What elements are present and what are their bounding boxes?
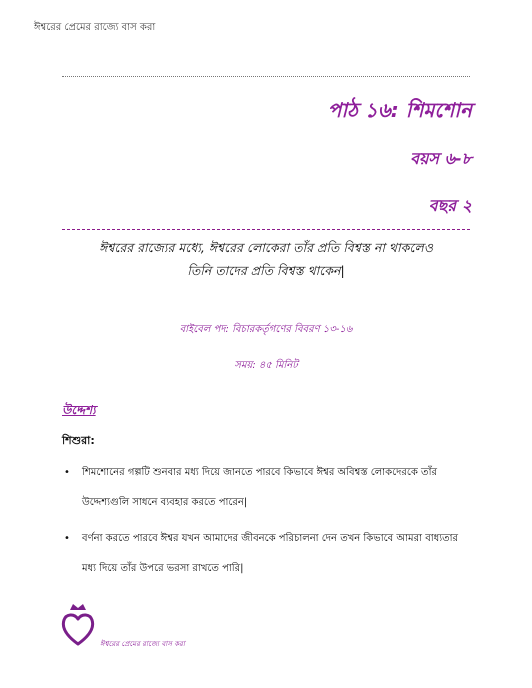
lesson-time: সময়: ৪৫ মিনিট xyxy=(234,360,298,371)
objective-line-1: বর্ণনা করতে পারবে ঈশ্বর যখন আমাদের জীবনকে পরিচালনা দেন তখন কিভাবে আমরা বাধ্যতার xyxy=(82,533,459,544)
lesson-title: পাঠ ১৬: শিমশোন xyxy=(327,98,472,122)
footer-title: ঈশ্বরের প্রেমের রাজ্যে বাস করা xyxy=(100,640,185,648)
objective-item xyxy=(62,458,482,518)
bullet-icon: • xyxy=(64,467,70,478)
bullet-icon: • xyxy=(64,533,70,544)
lesson-year: বছর ২ xyxy=(428,196,472,215)
lesson-age: বয়স ৬-৮ xyxy=(410,149,472,168)
bible-passage: বাইবেল পদ: বিচারকর্তৃগণের বিবরণ ১৩-১৬ xyxy=(179,324,353,335)
objectives-list xyxy=(62,458,482,590)
lesson-theme-line-2: তিনি তাদের প্রতি বিশ্বস্ত থাকেন| xyxy=(187,263,345,278)
lesson-theme xyxy=(62,236,470,282)
crown-heart-icon xyxy=(60,602,96,648)
children-label: শিশুরা: xyxy=(62,434,95,447)
objective-item xyxy=(62,524,482,584)
header-divider xyxy=(62,76,470,77)
objective-line-1: শিমশোনের গল্পটি শুনবার মধ্য দিয়ে জানতে পারবে কিভাবে ঈশ্বর অবিশ্বস্ত লোকদেরকে তাঁর xyxy=(82,467,437,478)
objective-line-2: মধ্য দিয়ে তাঁর উপরে ভরসা রাখতে পারি| xyxy=(82,563,244,574)
objective-line-2: উদ্দেশ্যগুলি সাধনে ব্যবহার করতে পারেন| xyxy=(82,497,248,508)
objectives-heading: উদ্দেশ্য xyxy=(62,403,96,417)
title-divider xyxy=(62,229,470,230)
page-header-title: ঈশ্বরের প্রেমের রাজ্যে বাস করা xyxy=(34,22,156,33)
lesson-theme-line-1: ঈশ্বরের রাজ্যের মধ্যে, ঈশ্বরের লোকেরা তাঁর প্রতি বিশ্বস্ত না থাকলেও xyxy=(99,240,433,255)
